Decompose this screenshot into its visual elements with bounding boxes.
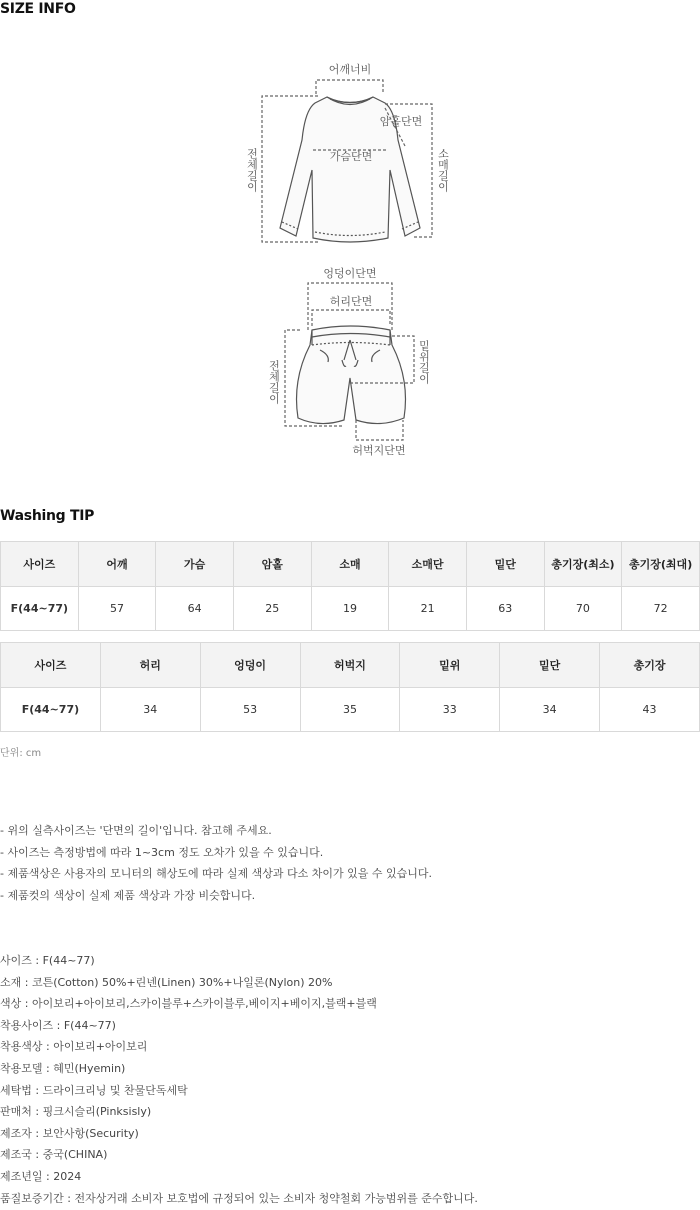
table-header-cell: 가슴 [156,542,234,587]
bottom-total-length-label: 전체길이 [267,360,281,404]
list-item: 사이즈 : F(44~77) [0,954,95,967]
list-item: - 제품색상은 사용자의 모니터의 해상도에 따라 실제 색상과 다소 차이가 있을 수 있습니다. [0,867,432,881]
table-cell: 63 [466,587,544,631]
bottom-size-table [0,642,700,732]
list-item: 착용색상 : 아이보리+아이보리 [0,1040,148,1054]
list-item: 제조년일 : 2024 [0,1169,82,1183]
table-cell: 21 [389,587,467,631]
list-item: 착용모델 : 혜민(Hyemin) [0,1061,126,1075]
armhole-label: 암홀단면 [379,115,423,128]
table-row [1,688,700,732]
table-cell: 35 [300,688,400,732]
list-item: 제조자 : 보안사항(Security) [0,1126,139,1140]
table-cell: F(44~77) [1,587,79,631]
waist-label: 허리단면 [329,295,373,308]
list-item: 세탁법 : 드라이크리닝 및 찬물단독세탁 [0,1083,188,1097]
table-header-cell: 사이즈 [1,643,101,688]
table-cell: 57 [78,587,156,631]
table-cell: 53 [200,688,300,732]
chest-label: 가슴단면 [329,150,373,163]
thigh-label: 허벅지단면 [352,444,406,457]
list-item: 품질보증기간 : 전자상거래 소비자 보호법에 규정되어 있는 소비자 청약철회 가능범위를 준수합니다. [0,1191,478,1205]
table-header-cell: 총기장(최소) [544,542,622,587]
table-cell: 19 [311,587,389,631]
table-row [1,587,700,631]
table-cell: 64 [156,587,234,631]
list-item: 소재 : 코튼(Cotton) 50%+린넨(Linen) 30%+나일론(Nylon) 20% [0,975,333,989]
table-header-cell: 엉덩이 [200,643,300,688]
table-cell: 34 [500,688,600,732]
table-cell: 34 [100,688,200,732]
hip-label: 엉덩이단면 [323,267,377,280]
table-header-cell: 허리 [100,643,200,688]
table-header-cell: 허벅지 [300,643,400,688]
table-header-cell: 어깨 [78,542,156,587]
list-item: 판매처 : 핑크시슬리(Pinksisly) [0,1105,152,1119]
table-cell: 43 [600,688,700,732]
table-header-cell: 총기장(최대) [622,542,700,587]
size-diagram [0,0,700,470]
table-header-cell: 밑단 [500,643,600,688]
table-header-cell: 소매단 [389,542,467,587]
rise-label: 밑위길이 [417,340,431,384]
list-item: 제조국 : 중국(CHINA) [0,1148,108,1162]
top-total-length-label: 전체길이 [245,148,259,192]
table-cell: 72 [622,587,700,631]
top-size-table [0,541,700,631]
table-header-cell: 암홀 [233,542,311,587]
list-item: - 사이즈는 측정방법에 따라 1~3cm 정도 오차가 있을 수 있습니다. [0,845,324,859]
table-header-cell: 총기장 [600,643,700,688]
table-header-cell: 사이즈 [1,542,79,587]
table-cell: F(44~77) [1,688,101,732]
product-info-list [0,950,478,1209]
table-header-row [1,542,700,587]
shoulder-label: 어깨너비 [328,63,372,76]
table-header-row [1,643,700,688]
washing-tip-title: Washing TIP [0,508,95,524]
unit-note: 단위: cm [0,748,42,759]
list-item: - 위의 실측사이즈는 '단면의 길이'입니다. 참고해 주세요. [0,824,272,837]
table-cell: 33 [400,688,500,732]
size-info-title: SIZE INFO [0,1,76,17]
list-item: 착용사이즈 : F(44~77) [0,1018,116,1032]
table-cell: 25 [233,587,311,631]
table-cell: 70 [544,587,622,631]
list-item: - 제품컷의 색상이 실제 제품 색상과 가장 비슷합니다. [0,889,256,903]
bottom-garment-illustration [297,326,406,424]
sleeve-length-label: 소매길이 [436,148,450,192]
table-header-cell: 밑단 [466,542,544,587]
table-header-cell: 소매 [311,542,389,587]
list-item: 색상 : 아이보리+아이보리,스카이블루+스카이블루,베이지+베이지,블랙+블랙 [0,997,377,1011]
notes-list [0,820,432,907]
table-header-cell: 밑위 [400,643,500,688]
